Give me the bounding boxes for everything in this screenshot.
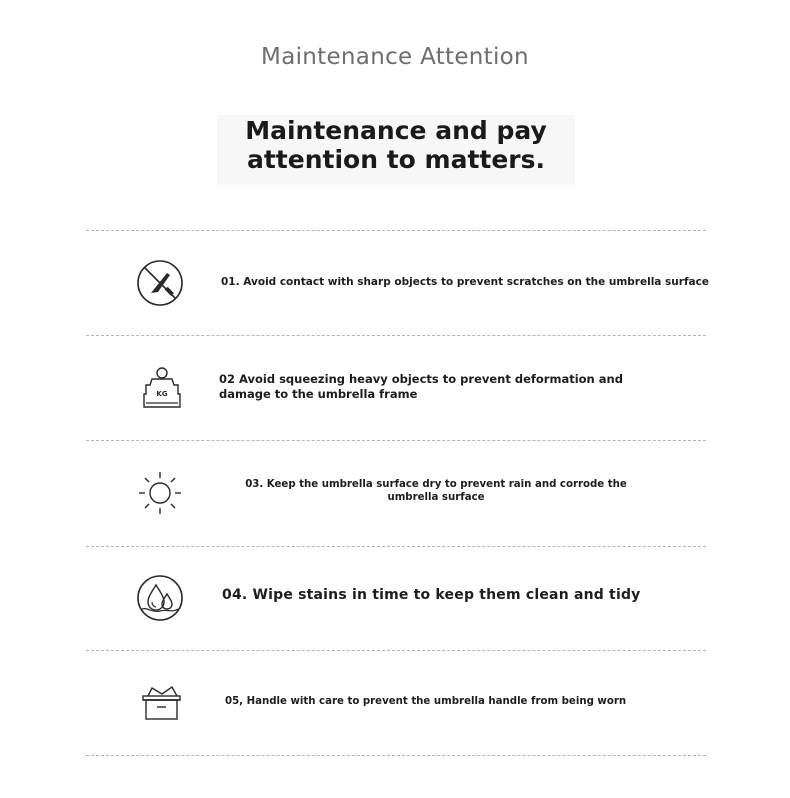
item-3-text: 03. Keep the umbrella surface dry to prevent rain and corrode the umbrella surface bbox=[245, 479, 627, 503]
no-knife-icon bbox=[136, 259, 186, 309]
divider bbox=[86, 335, 706, 336]
item-5-open-box-icon bbox=[138, 680, 188, 730]
kg-label: KG bbox=[156, 390, 168, 398]
headline-line-1: Maintenance and pay bbox=[245, 116, 547, 145]
kg-weight-icon bbox=[138, 365, 188, 415]
item-4-water-drops-icon bbox=[136, 574, 186, 624]
divider bbox=[86, 440, 706, 441]
headline-line-2: attention to matters. bbox=[246, 145, 546, 174]
item-4-text: 04. Wipe stains in time to keep them clean and tidy bbox=[222, 587, 641, 603]
page-title: Maintenance Attention bbox=[261, 44, 529, 70]
divider bbox=[86, 546, 706, 547]
headline bbox=[217, 116, 575, 174]
water-drops-icon bbox=[136, 574, 186, 624]
item-1-no-knife-icon bbox=[136, 259, 186, 309]
item-1-text: 01. Avoid contact with sharp objects to prevent scratches on the umbrella surface bbox=[221, 276, 709, 288]
sun-icon bbox=[136, 469, 186, 519]
divider bbox=[86, 650, 706, 651]
item-3-sun-icon bbox=[136, 469, 186, 519]
item-2-kg-weight-icon bbox=[138, 365, 188, 415]
item-5-text: 05, Handle with care to prevent the umbrella handle from being worn bbox=[225, 696, 627, 707]
open-box-icon bbox=[138, 680, 188, 730]
divider bbox=[86, 755, 706, 756]
item-2-text: 02 Avoid squeezing heavy objects to prevent deformation and damage to the umbrella frame bbox=[219, 372, 623, 401]
divider bbox=[86, 230, 706, 231]
